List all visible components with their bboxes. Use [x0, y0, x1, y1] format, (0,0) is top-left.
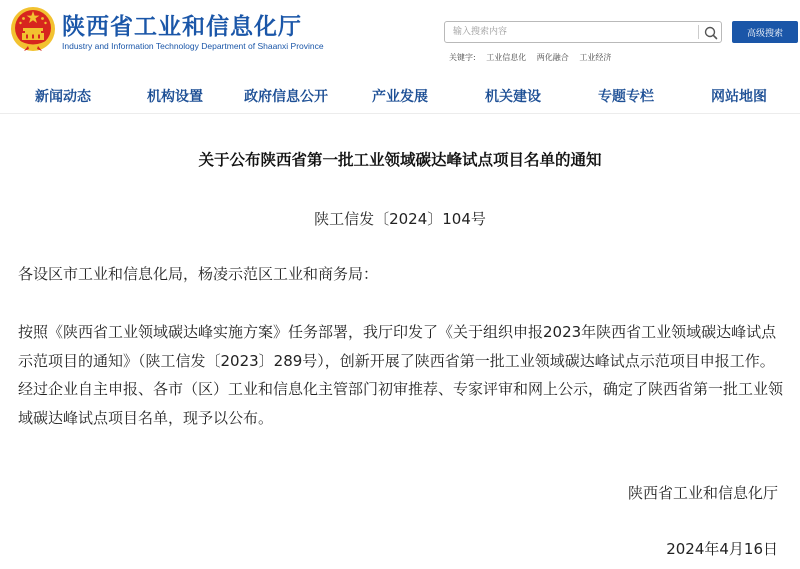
article-content	[0, 115, 800, 569]
main-nav	[0, 78, 800, 114]
article-body: 按照《陕西省工业领域碳达峰实施方案》任务部署，我厅印发了《关于组织申报2023年陕西省工业领域碳达峰试点示范项目的通知》（陕工信发〔2023〕289号），创新开展了陕西省第一批工业领域碳达峰试点示范项目申报工作。经过企业自主申报、各市（区）工业和信息化主管部门初审推荐、专家评审和网上公示，确定了陕西省第一批工业领域碳达峰试点项目名单，现予以公布。	[18, 323, 784, 427]
site-subtitle: Industry and Information Technology Department of Shaanxi Province	[62, 41, 324, 51]
nav-item-sitemap[interactable]: 网站地图	[711, 89, 767, 105]
search-input[interactable]	[445, 22, 695, 42]
site-header	[0, 0, 800, 78]
article-salutation: 各设区市工业和信息化局，杨凌示范区工业和商务局：	[18, 265, 379, 283]
keywords-label: 关键字:	[449, 53, 476, 62]
nav-item-gov-info[interactable]: 政府信息公开	[244, 89, 328, 105]
search-divider	[698, 25, 699, 39]
site-title[interactable]: 陕西省工业和信息化厅	[62, 14, 302, 40]
keyword-link[interactable]: 工业信息化	[486, 53, 527, 62]
article-date: 2024年4月16日	[666, 540, 778, 558]
search-box	[444, 21, 722, 43]
search-icon[interactable]	[703, 25, 719, 41]
nav-item-organization[interactable]: 机构设置	[147, 89, 203, 105]
keyword-link[interactable]: 两化融合	[536, 53, 569, 62]
nav-item-news[interactable]: 新闻动态	[35, 89, 91, 105]
search-keywords	[449, 52, 619, 63]
nav-item-special-topics[interactable]: 专题专栏	[598, 89, 654, 105]
nav-item-party-building[interactable]: 机关建设	[485, 89, 541, 105]
national-emblem-icon[interactable]	[10, 6, 56, 52]
nav-item-industry[interactable]: 产业发展	[372, 89, 428, 105]
document-number: 陕工信发〔2024〕104号	[314, 210, 486, 228]
article-signature: 陕西省工业和信息化厅	[627, 484, 778, 502]
article-title: 关于公布陕西省第一批工业领域碳达峰试点项目名单的通知	[198, 151, 602, 169]
keyword-link[interactable]: 工业经济	[579, 53, 612, 62]
advanced-search-button[interactable]: 高级搜索	[732, 21, 798, 43]
